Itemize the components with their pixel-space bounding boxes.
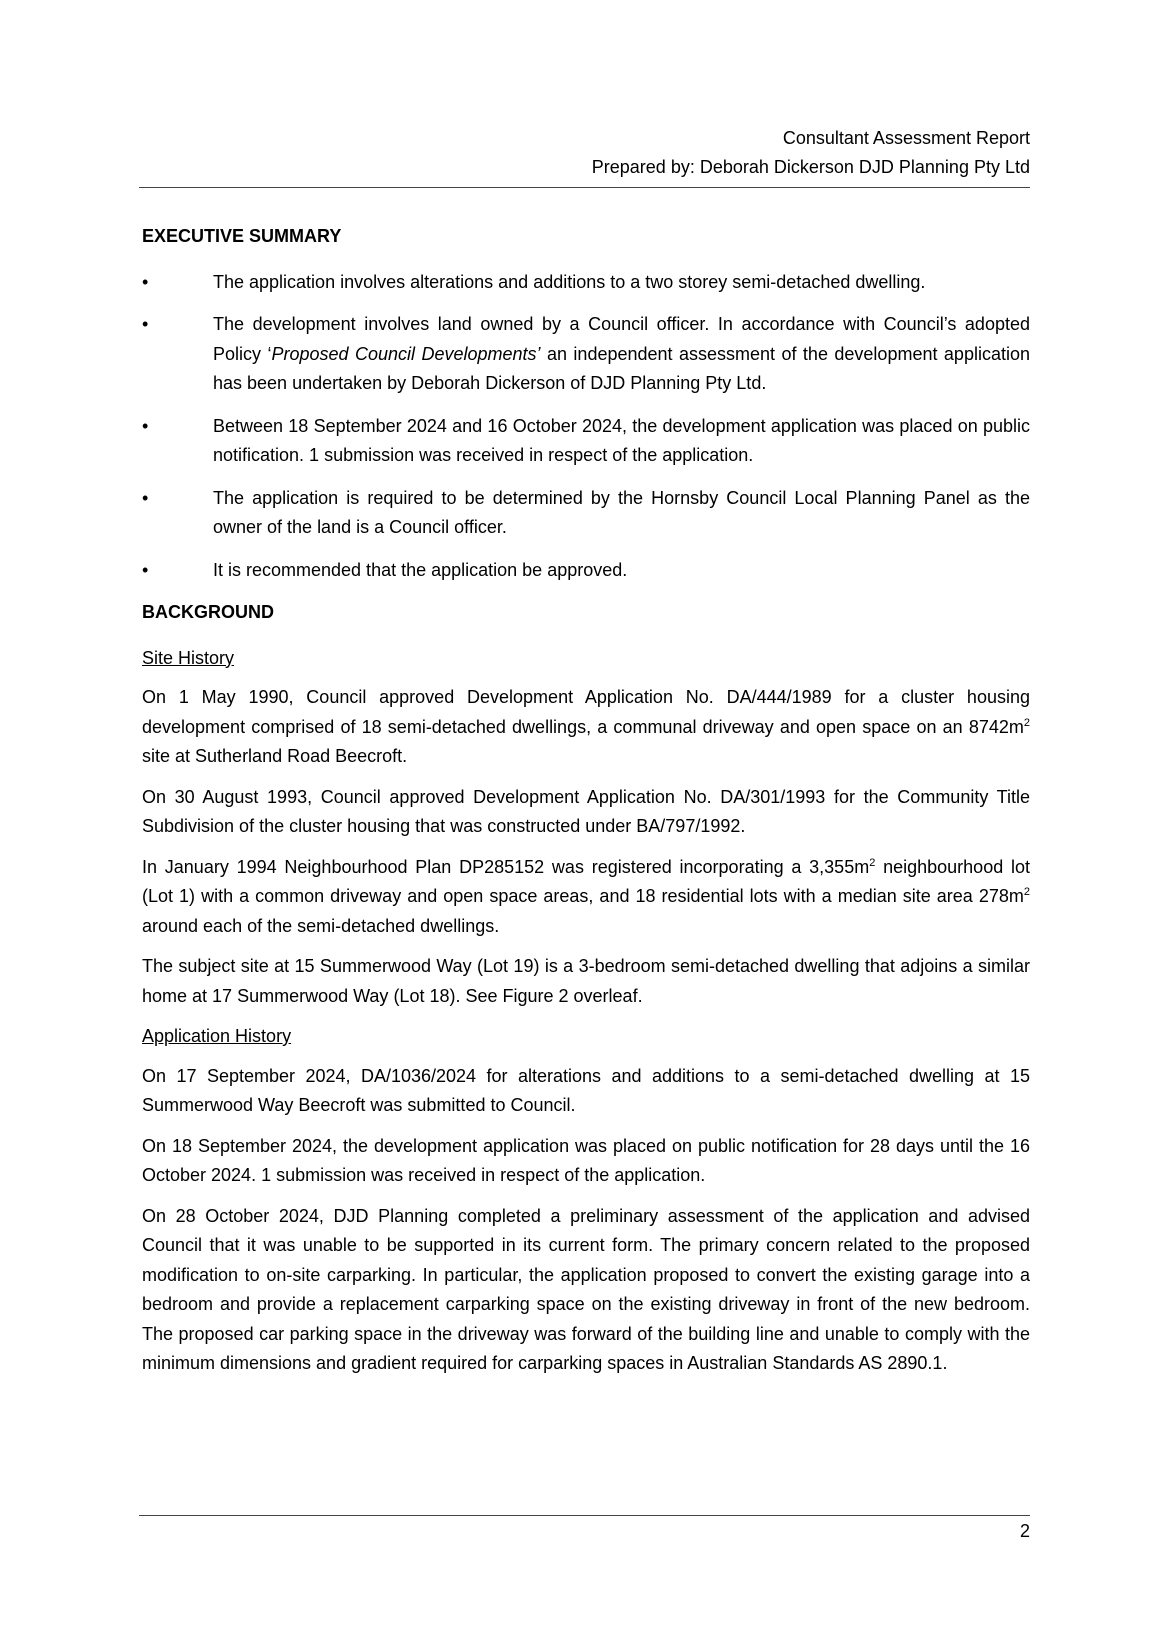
list-item-text: The application is required to be determined by the Hornsby Council Local Planning Panel as the owner of the land is a Council officer. xyxy=(213,487,1030,537)
bullet-icon: • xyxy=(142,314,149,334)
paragraph-text: neighbourhood lot (Lot 1) with a common driveway and open space areas, and 18 residential lots with a median site area 278m xyxy=(142,856,1030,906)
executive-summary-heading: EXECUTIVE SUMMARY xyxy=(142,226,342,246)
executive-summary-list xyxy=(142,268,1030,586)
superscript: 2 xyxy=(1023,716,1030,729)
list-item xyxy=(142,268,1030,298)
list-item-text: The development involves land owned by a Council officer. In accordance with Council’s adopted Policy ‘ xyxy=(213,314,1030,364)
list-item-text: The application involves alterations and additions to a two storey semi-detached dwelling. xyxy=(213,271,926,292)
bullet-icon: • xyxy=(142,415,149,436)
bullet-icon: • xyxy=(142,271,149,292)
list-item-text: It is recommended that the application be approved. xyxy=(213,559,628,580)
paragraph: The subject site at 15 Summerwood Way (Lot 19) is a 3-bedroom semi-detached dwelling that adjoins a similar home at 17 Summerwood Way (Lot 18). See Figure 2 overleaf. xyxy=(142,956,1030,1006)
header-rule xyxy=(139,187,1030,188)
list-item-text: Between 18 September 2024 and 16 October 2024, the development application was placed on public notification. 1 submission was received in respect of the application. xyxy=(213,415,1030,465)
document-body xyxy=(142,222,1030,1390)
paragraph: On 30 August 1993, Council approved Development Application No. DA/301/1993 for the Community Title Subdivision of the cluster housing that was constructed under BA/797/1992. xyxy=(142,786,1030,836)
paragraph-text: site at Sutherland Road Beecroft. xyxy=(142,746,408,766)
paragraph-text: On 1 May 1990, Council approved Development Application No. DA/444/1989 for a cluster housing development comprised of 18 semi-detached dwellings, a communal driveway and open space on an 8742m xyxy=(142,687,1030,737)
prepared-by: Prepared by: Deborah Dickerson DJD Planning Pty Ltd xyxy=(591,157,1030,177)
paragraph xyxy=(142,683,1030,772)
report-title: Consultant Assessment Report xyxy=(782,128,1030,148)
superscript: 2 xyxy=(1023,886,1030,898)
bullet-icon: • xyxy=(142,487,149,508)
list-item xyxy=(142,556,1030,586)
background-heading: BACKGROUND xyxy=(142,602,274,622)
paragraph-text: around each of the semi-detached dwellings. xyxy=(142,915,500,936)
paragraph: On 18 September 2024, the development application was placed on public notification for 28 days until the 16 October 2024. 1 submission was received in respect of the application. xyxy=(142,1135,1030,1185)
paragraph: On 17 September 2024, DA/1036/2024 for alterations and additions to a semi-detached dwelling at 15 Summerwood Way Beecroft was submitted to Council. xyxy=(142,1065,1030,1115)
paragraph: On 28 October 2024, DJD Planning completed a preliminary assessment of the application and advised Council that it was unable to be supported in its current form. The primary concern related to the proposed modification to on-site carparking. In particular, the application proposed to convert the existing garage into a bedroom and provide a replacement carparking space on the existing driveway in front of the new bedroom. The proposed car parking space in the driveway was forward of the building line and unable to comply with the minimum dimensions and gradient required for carparking spaces in Australian Standards AS 2890.1. xyxy=(142,1205,1030,1373)
paragraph xyxy=(142,853,1030,942)
footer-rule xyxy=(139,1515,1030,1516)
site-history-subheading: Site History xyxy=(142,647,235,668)
policy-name: Proposed Council Developments’ xyxy=(271,343,541,364)
application-history-subheading: Application History xyxy=(142,1026,292,1046)
bullet-icon: • xyxy=(142,559,149,580)
list-item xyxy=(142,412,1030,471)
page-header xyxy=(139,124,1030,182)
list-item xyxy=(142,484,1030,543)
list-item-text: an independent assessment of the development application has been undertaken by Deborah Dickerson of DJD Planning Pty Ltd. xyxy=(213,343,1030,393)
page-number: 2 xyxy=(1019,1521,1030,1541)
list-item xyxy=(142,310,1030,399)
superscript: 2 xyxy=(869,856,876,869)
paragraph-text: In January 1994 Neighbourhood Plan DP285152 was registered incorporating a 3,355m xyxy=(142,856,870,877)
